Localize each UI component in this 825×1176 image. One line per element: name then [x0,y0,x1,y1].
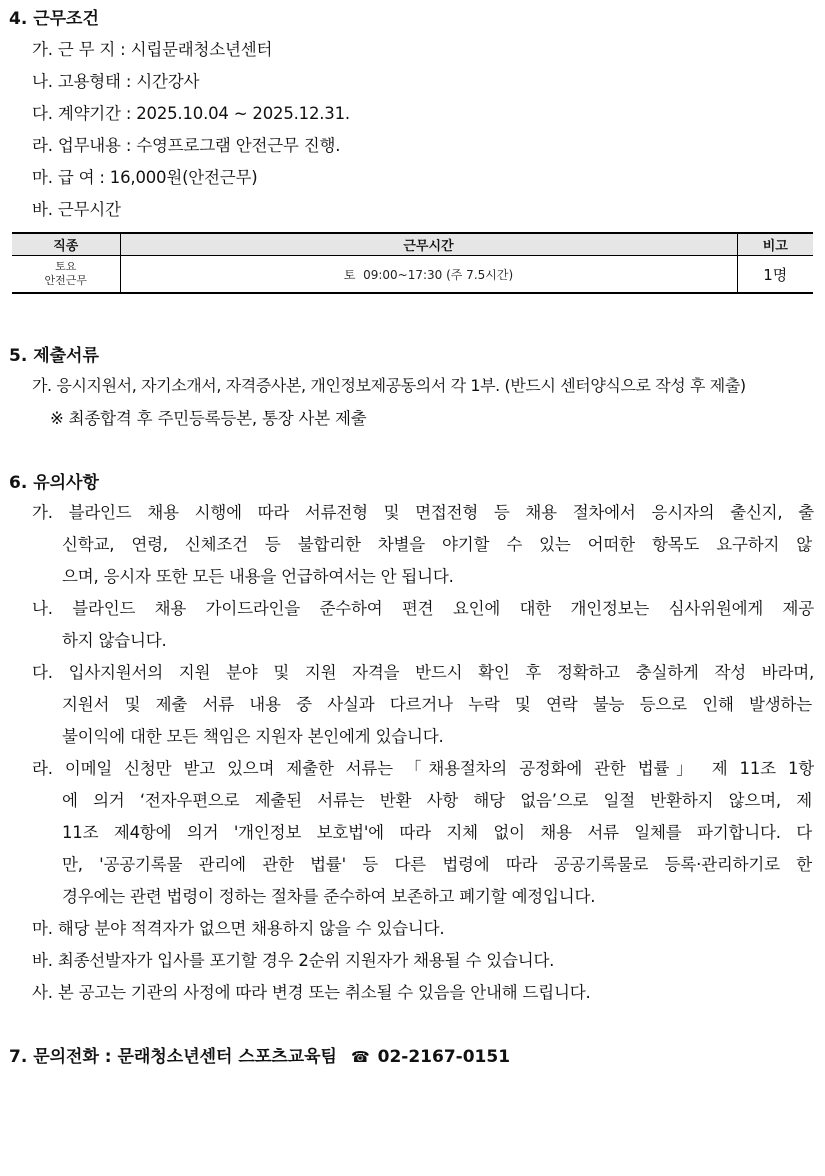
required-documents: 가. 응시지원서, 자기소개서, 자격증사본, 개인정보제공동의서 각 1부. (반드시 센터양식으로 작성 후 제출) [32,376,746,395]
notice-line: 바. 최종선발자가 입사를 포기할 경우 2순위 지원자가 채용될 수 있습니다. [32,951,555,970]
job-type-line1: 토요 [55,260,77,273]
notice-line: 으며, 응시자 또한 모든 내용을 언급하여서는 안 됩니다. [62,567,454,586]
notice-line: 사. 본 공고는 기관의 사정에 따라 변경 또는 취소될 수 있음을 안내해 드립니다. [32,983,591,1002]
header-job-type: 직종 [12,233,120,256]
header-remarks: 비고 [737,233,813,256]
section-5-title: 5. 제출서류 [9,346,99,366]
notice-line: 라. 이메일 신청만 받고 있으며 제출한 서류는 「채용절차의 공정화에 관한 법률」 제 11조 1항 [32,759,814,778]
notice-line: 11조 제4항에 의거 '개인정보 보호법'에 따라 지체 없이 채용 서류 일체를 파기합니다. 다 [62,823,812,842]
work-location: 가. 근 무 지 : 시립문래청소년센터 [32,40,273,59]
notice-line: 신학교, 연령, 신체조건 등 불합리한 차별을 야기할 수 있는 어떠한 항목도 요구하지 않 [62,535,812,554]
final-pass-note: ※ 최종합격 후 주민등록등본, 통장 사본 제출 [50,409,367,428]
section-7-contact [9,1042,510,1067]
notice-line: 마. 해당 분야 적격자가 없으면 채용하지 않을 수 있습니다. [32,919,445,938]
notice-line: 지원서 및 제출 서류 내용 중 사실과 다르거나 누락 및 연락 불능 등으로 인해 발생하는 [62,695,812,714]
contact-label: 7. 문의전화 : 문래청소년센터 스포츠교육팀 [9,1047,337,1067]
header-working-hours: 근무시간 [120,233,737,256]
schedule-table [12,232,813,294]
contract-period: 다. 계약기간 : 2025.10.04 ~ 2025.12.31. [32,104,350,123]
notice-line: 다. 입사지원서의 지원 분야 및 지원 자격을 반드시 확인 후 정확하고 충실하게 작성 바라며, [32,663,814,682]
job-description: 라. 업무내용 : 수영프로그램 안전근무 진행. [32,136,341,155]
notice-line: 만, '공공기록물 관리에 관한 법률' 등 다른 법령에 따라 공공기록물로 등록·관리하기로 한 [62,855,812,874]
headcount-cell: 1명 [737,256,813,294]
notice-line: 경우에는 관련 법령이 정하는 절차를 준수하여 보존하고 폐기할 예정입니다. [62,887,596,906]
notice-line: 불이익에 대한 모든 책임은 지원자 본인에게 있습니다. [62,727,444,746]
working-hours-label: 바. 근무시간 [32,200,121,219]
salary: 마. 급 여 : 16,000원(안전근무) [32,168,258,187]
notice-line: 나. 블라인드 채용 가이드라인을 준수하여 편견 요인에 대한 개인정보는 심사위원에게 제공 [32,599,814,618]
section-6-title: 6. 유의사항 [9,473,99,493]
telephone-icon: ☎ [350,1048,370,1066]
table-row [12,256,813,294]
job-type-cell [12,256,120,294]
section-4-title: 4. 근무조건 [9,9,99,29]
hours-cell: 토 09:00~17:30 (주 7.5시간) [120,256,737,294]
notice-line: 가. 블라인드 채용 시행에 따라 서류전형 및 면접전형 등 채용 절차에서 응시자의 출신지, 출 [32,503,814,522]
job-type-line2: 안전근무 [44,274,87,287]
notice-line: 에 의거 ‘전자우편으로 제출된 서류는 반환 사항 해당 없음’으로 일절 반환하지 않으며, 제 [62,791,812,810]
contact-phone-number: 02-2167-0151 [377,1047,511,1067]
employment-type: 나. 고용형태 : 시간강사 [32,72,200,91]
table-header-row [12,233,813,256]
notice-line: 하지 않습니다. [62,631,167,650]
